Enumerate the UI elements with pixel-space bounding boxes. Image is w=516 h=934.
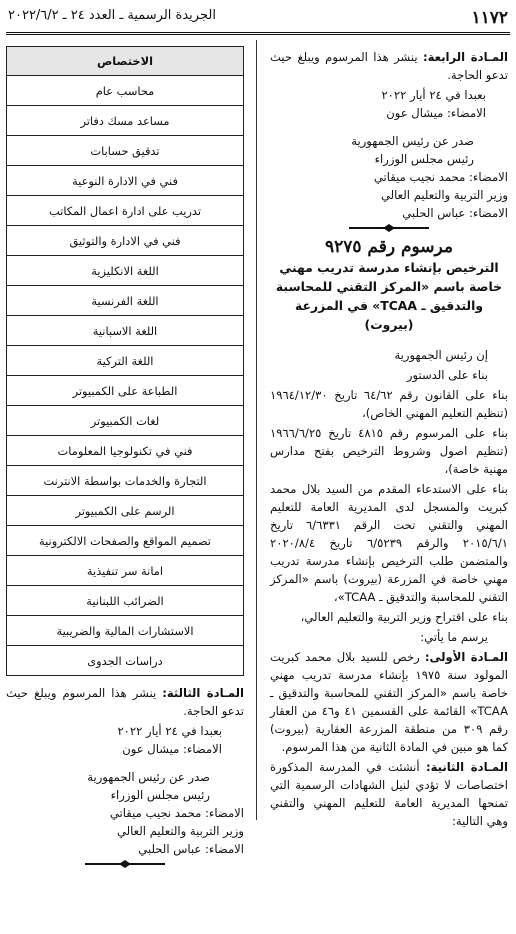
table-row [7,556,244,586]
specialty-cell: الرسم على الكمبيوتر [7,496,244,526]
preamble-request: بناء على الاستدعاء المقدم من السيد بلال محمد كبريت والمسجل لدى المديرية العامة للتعليم المهني والتقني تحت الرقم ٦/٦٣٣١ تاريخ ٢٠١٥/٦/١ والرقم ٦/٥٢٣٩ تاريخ ٢٠٢٠/٨/٤ والمتضمن طلب الترخيص بإنشاء مدرسة تدريب مهني خاصة في المزرعة (بيروت) باسم «المركز التقني للمحاسبة والتدقيق ـ TCAA»، [270,482,508,604]
gazette-issue-line: الجريدة الرسمية ـ العدد ٢٤ ـ ٢٠٢٢/٦/٢ [8,8,216,23]
table-row [7,106,244,136]
specialty-cell: محاسب عام [7,76,244,106]
specialty-cell: الضرائب اللبنانية [7,586,244,616]
specialty-cell: الاستشارات المالية والضريبية [7,616,244,646]
table-row [7,226,244,256]
table-row [7,286,244,316]
specialty-cell: التجارة والخدمات بواسطة الانترنت [7,466,244,496]
table-row [7,466,244,496]
article-3-label: المـادة الثالثة: [162,686,244,700]
specialty-cell: فني في الادارة والتوثيق [7,226,244,256]
signature-minister: الامضاء: عباس الحلبي [138,842,244,856]
article-1-label: المـادة الأولى: [424,650,508,664]
article-4 [270,48,508,84]
decree-number: مرسوم رقم ٩٢٧٥ [324,237,454,257]
table-row [7,526,244,556]
specialty-cell: فني في الادارة النوعية [7,166,244,196]
article-2-text: أنشئت في المدرسة المذكورة اختصاصات لا تؤدي لنيل الشهادات الرسمية التي تمنحها المديرية العامة للتعليم المهني والتقني وهي التالية: [270,760,508,828]
page-number: ١١٧٢ [471,8,508,28]
table-row [7,436,244,466]
article-2 [270,758,508,830]
preamble-constitution: بناء على الدستور [406,368,488,382]
specialty-cell: فني في تكنولوجيا المعلومات [7,436,244,466]
column-divider [256,40,257,820]
table-row [7,496,244,526]
table-row [7,346,244,376]
pm-title: رئيس مجلس الوزراء [110,788,210,802]
specialty-cell: اللغة الانكليزية [7,256,244,286]
specialty-cell: تدقيق حسابات [7,136,244,166]
specialty-cell: لغات الكمبيوتر [7,406,244,436]
table-header: الاختصاص [7,47,244,76]
signature-minister: الامضاء: عباس الحلبي [402,206,508,220]
article-1 [270,648,508,756]
table-row [7,166,244,196]
signature-pm: الامضاء: محمد نجيب ميقاتي [109,806,244,820]
specialty-cell: الطباعة على الكمبيوتر [7,376,244,406]
specialties-table [6,46,244,676]
table-row [7,136,244,166]
signature-president: الامضاء: ميشال عون [386,106,486,120]
minister-title: وزير التربية والتعليم العالي [380,188,508,202]
table-row [7,316,244,346]
specialty-cell: اللغة الفرنسية [7,286,244,316]
specialty-cell: مساعد مسك دفاتر [7,106,244,136]
preamble-law: بناء على القانون رقم ٦٤/٦٢ تاريخ ١٩٦٤/١٢/٣٠ (تنظيم التعليم المهني الخاص)، [270,388,508,420]
table-row [7,196,244,226]
specialty-cell: تصميم المواقع والصفحات الالكترونية [7,526,244,556]
issued-by-line: صدر عن رئيس الجمهورية [351,134,474,148]
table-body [7,76,244,676]
decrees-line: يرسم ما يأتي: [420,630,488,644]
article-3-text: ينشر هذا المرسوم ويبلغ حيث تدعو الحاجة. [6,686,244,718]
decree-title: الترخيص بإنشاء مدرسة تدريب مهني خاصة باسم «المركز التقني للمحاسبة والتدقيق ـ TCAA» في المزرعة (بيروت) [275,260,503,332]
article-4-label: المـادة الرابعة: [422,50,509,64]
section-separator [85,860,165,868]
left-column [6,684,244,874]
article-1-text: رخص للسيد بلال محمد كبريت المولود سنة ١٩٧٥ بإنشاء مدرسة تدريب مهني خاصة باسم «المركز التقني للمحاسبة والتدقيق ـ TCAA» القائمة على القسمين ٤١ و٤٦ من العقار رقم ٣٠٩ من منطقة المزرعة العقارية (بيروت) كما هو مبين في المادة الثانية من هذا المرسوم. [270,650,508,754]
signature-president: الامضاء: ميشال عون [122,742,222,756]
table-row [7,406,244,436]
issued-by-line: صدر عن رئيس الجمهورية [87,770,210,784]
table-row [7,76,244,106]
preamble-proposal: بناء على اقتراح وزير التربية والتعليم العالي، [300,610,508,624]
specialty-cell: دراسات الجدوى [7,646,244,676]
table-row [7,256,244,286]
date-line: بعبدا في ٢٤ أيار ٢٠٢٢ [117,724,222,738]
specialty-cell: اللغة الاسبانية [7,316,244,346]
preamble-president: إن رئيس الجمهورية [394,348,488,362]
article-4-text: ينشر هذا المرسوم ويبلغ حيث تدعو الحاجة. [270,50,508,82]
right-column [270,48,508,832]
header-rule [6,32,510,35]
signature-pm: الامضاء: محمد نجيب ميقاتي [373,170,508,184]
pm-title: رئيس مجلس الوزراء [374,152,474,166]
article-2-label: المـادة الثانية: [425,760,508,774]
page-header [6,6,510,30]
minister-title: وزير التربية والتعليم العالي [116,824,244,838]
date-line: بعبدا في ٢٤ أيار ٢٠٢٢ [381,88,486,102]
table-row [7,586,244,616]
specialty-cell: تدريب على ادارة اعمال المكاتب [7,196,244,226]
table-row [7,376,244,406]
article-3 [6,684,244,720]
specialty-cell: اللغة التركية [7,346,244,376]
preamble-decree: بناء على المرسوم رقم ٤٨١٥ تاريخ ١٩٦٦/٦/٢٥ (تنظيم اصول وشروط الترخيص بفتح مدارس مهنية خاصة)، [270,426,508,476]
table-row [7,646,244,676]
table-row [7,616,244,646]
section-separator [349,224,429,232]
specialty-cell: امانة سر تنفيذية [7,556,244,586]
